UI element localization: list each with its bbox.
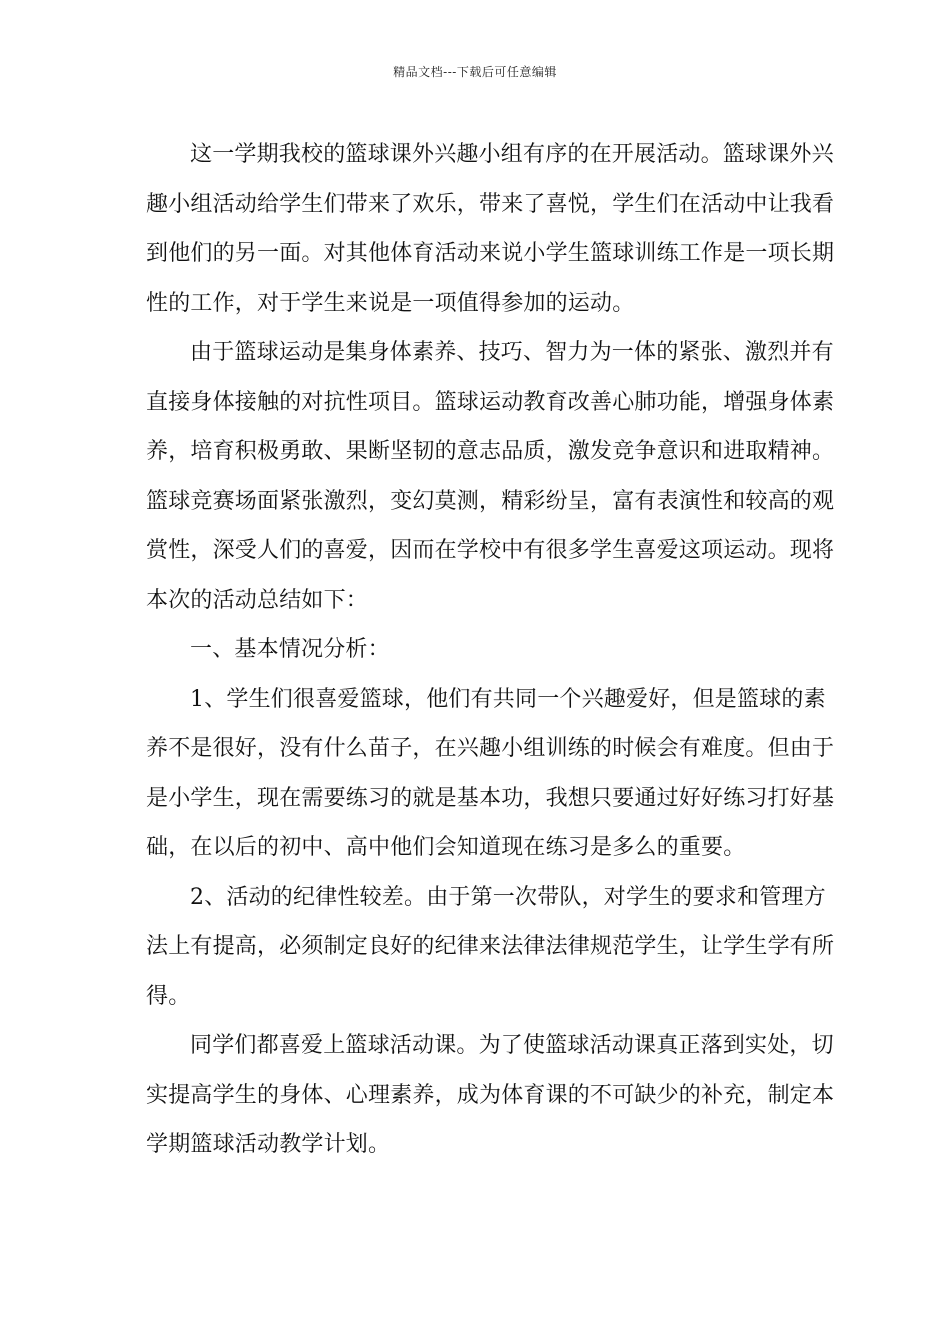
page-header: 精品文档---下载后可任意编辑	[393, 65, 557, 79]
paragraph-basketball-benefits: 由于篮球运动是集身体素养、技巧、智力为一体的紧张、激烈并有直接身体接触的对抗性项目。篮球运动教育改善心肺功能，增强身体素养，培育积极勇敢、果断坚韧的意志品质，激发竞争意识和进取精神。篮球竞赛场面紧张激烈，变幻莫测，精彩纷呈，富有表演性和较高的观赏性，深受人们的喜爱，因而在学校中有很多学生喜爱这项运动。现将本次的活动总结如下：	[146, 340, 835, 613]
section-heading-analysis: 一、基本情况分析：	[190, 637, 390, 662]
paragraph-conclusion: 同学们都喜爱上篮球活动课。为了使篮球活动课真正落到实处，切实提高学生的身体、心理素养，成为体育课的不可缺少的补充，制定本学期篮球活动教学计划。	[146, 1033, 835, 1157]
paragraph-intro: 这一学期我校的篮球课外兴趣小组有序的在开展活动。篮球课外兴趣小组活动给学生们带来了欢乐，带来了喜悦，学生们在活动中让我看到他们的另一面。对其他体育活动来说小学生篮球训练工作是一项长期性的工作，对于学生来说是一项值得参加的运动。	[146, 142, 835, 316]
document-body	[146, 130, 836, 1170]
paragraph-point-1: 1、学生们很喜爱篮球，他们有共同一个兴趣爱好，但是篮球的素养不是很好，没有什么苗子，在兴趣小组训练的时候会有难度。但由于是小学生，现在需要练习的就是基本功，我想只要通过好好练习打好基础，在以后的初中、高中他们会知道现在练习是多么的重要。	[146, 686, 835, 860]
paragraph-point-2: 2、活动的纪律性较差。由于第一次带队，对学生的要求和管理方法上有提高，必须制定良好的纪律来法律法律规范学生，让学生学有所得。	[146, 884, 835, 1009]
